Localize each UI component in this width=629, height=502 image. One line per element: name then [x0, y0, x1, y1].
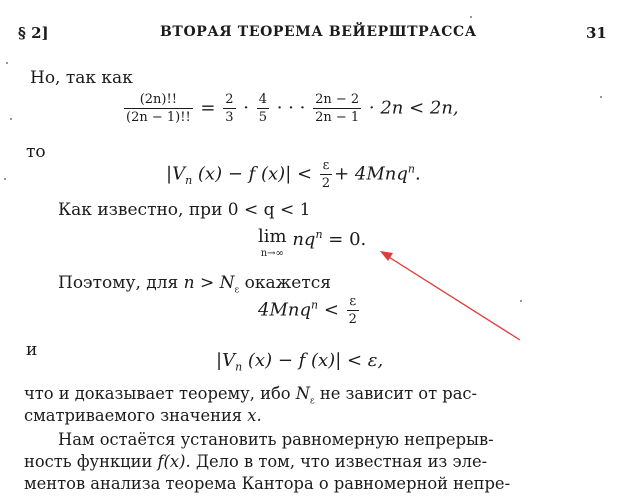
equation-final: $|V_n$ (x) − f (x)| < ε, [216, 350, 384, 374]
equation-bound-2: 4Mnq$^n$ < $\frac{\varepsilon}{2}$ [258, 294, 357, 327]
fraction-main: $\frac{(2n)!!}{(2n - 1)!!}$ [126, 92, 191, 125]
paragraph-next-line-3: ментов анализа теорема Кантора о равномерной непре- [24, 474, 511, 493]
equation-bound-1: $|V_n$ (x) − f (x)| < $\frac{\varepsilon}{2}$ + 4Mnq$^n$. [166, 158, 421, 191]
page-number: 31 [586, 24, 607, 42]
paragraph-conclusion-line-1: что и доказывает теорему, ибо $N_\varepsilon$ не зависит от рас- [24, 384, 478, 407]
fraction-4-5: $\frac{4}{5}$ [258, 92, 267, 125]
arrow-head [380, 251, 393, 261]
text-line-then: то [26, 142, 46, 162]
text-line-intro: Но, так как [30, 68, 133, 88]
running-title: ВТОРАЯ ТЕОРЕМА ВЕЙЕРШТРАССА [160, 24, 477, 40]
fraction-2-3: $\frac{2}{3}$ [225, 92, 234, 125]
paragraph-next-line-2: ность функции f(x). Дело в том, что известная из эле- [24, 452, 488, 471]
fraction-2n: $\frac{2n - 2}{2n - 1}$ [315, 92, 360, 125]
limit-operator: lim n→∞ [258, 226, 287, 259]
paragraph-conclusion-line-2: сматриваемого значения x. [24, 406, 262, 425]
equation-double-factorial: $\frac{(2n)!!}{(2n - 1)!!}$ = $\frac{2}{3}$ · $\frac{4}{5}$ · · · $\frac{2n - 2}{2n - 1}$ · 2n < 2n, [126, 92, 459, 125]
text-line-therefore: Поэтому, для $n > N_\varepsilon$ окажется [58, 273, 331, 296]
text-line-and: и [26, 340, 38, 360]
arrow-shaft [384, 254, 520, 340]
paragraph-next-line-1: Нам остаётся установить равномерную непрерыв- [58, 430, 494, 449]
section-marker: § 2] [18, 24, 49, 42]
text-line-known: Как известно, при 0 < q < 1 [58, 200, 311, 220]
fraction-eps-2: $\frac{\varepsilon}{2}$ [321, 158, 331, 191]
fraction-eps-2b: $\frac{\varepsilon}{2}$ [348, 294, 357, 327]
equation-limit: lim n→∞ $nq^n = 0$. [258, 226, 367, 259]
